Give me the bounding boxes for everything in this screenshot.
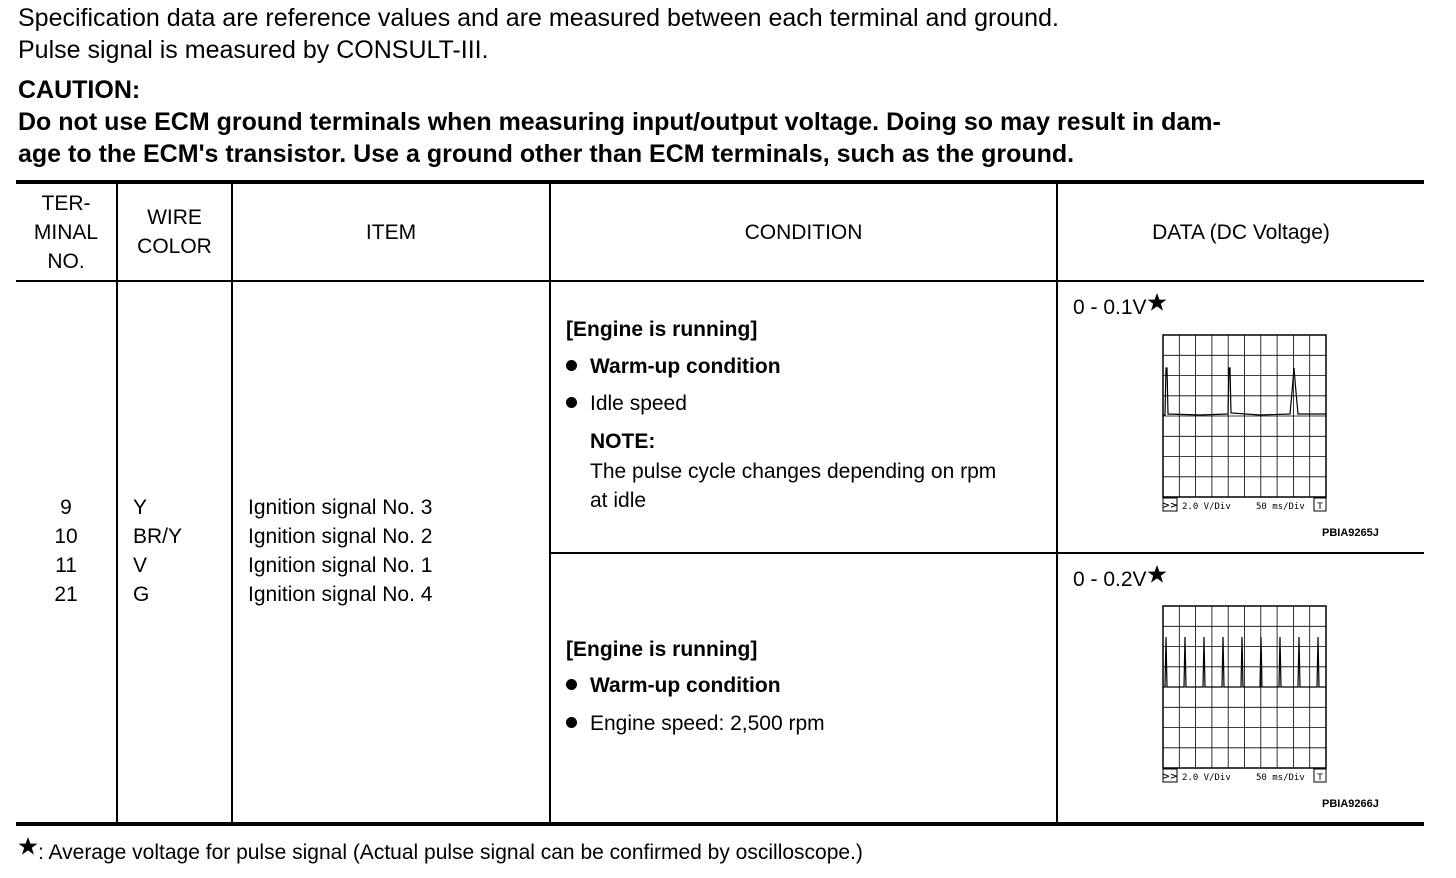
wire-color-g: G bbox=[133, 583, 150, 606]
header-terminal-l2: MINAL bbox=[33, 220, 99, 244]
terminal-10: 10 bbox=[54, 525, 78, 548]
scope-2-time: 50 ms/Div bbox=[1256, 773, 1305, 783]
condition-2-bullet-2: Engine speed: 2,500 rpm bbox=[566, 712, 825, 736]
header-data: DATA (DC Voltage) bbox=[1152, 220, 1330, 244]
intro-line-2: Pulse signal is measured by CONSULT-III. bbox=[18, 36, 489, 64]
header-condition: CONDITION bbox=[744, 220, 863, 244]
header-wire-color bbox=[118, 184, 231, 280]
voltage-1: 0 - 0.1V bbox=[1073, 296, 1167, 320]
terminal-column bbox=[16, 493, 116, 609]
header-bottom-rule bbox=[16, 280, 1424, 282]
condition-1-note-label: NOTE: bbox=[590, 430, 656, 453]
footnote-text: : Average voltage for pulse signal (Actual pulse signal can be confirmed by oscilloscope.) bbox=[38, 841, 863, 864]
scope-2-arrow-icon: >> bbox=[1162, 772, 1178, 782]
item-ignition-4: Ignition signal No. 4 bbox=[248, 583, 433, 606]
item-ignition-3: Ignition signal No. 3 bbox=[248, 496, 433, 519]
voltage-2: 0 - 0.2V bbox=[1073, 568, 1167, 592]
condition-1-note-line-1: The pulse cycle changes depending on rpm bbox=[590, 460, 997, 483]
wire-color-bry: BR/Y bbox=[133, 525, 183, 548]
condition-2-heading: [Engine is running] bbox=[566, 638, 758, 661]
scope-1-scale: 2.0 V/Div bbox=[1182, 502, 1231, 512]
header-item: ITEM bbox=[365, 220, 417, 244]
scope-2-scale: 2.0 V/Div bbox=[1182, 773, 1231, 783]
footnote bbox=[18, 838, 863, 867]
condition-1-heading: [Engine is running] bbox=[566, 318, 758, 341]
terminal-21: 21 bbox=[54, 583, 78, 606]
wire-color-v: V bbox=[133, 554, 148, 577]
figure-id-1: PBIA9265J bbox=[1322, 527, 1379, 539]
header-terminal-l3: NO. bbox=[47, 249, 85, 273]
caution-line-1: Do not use ECM ground terminals when measuring input/output voltage. Doing so may result in dam- bbox=[18, 108, 1221, 136]
scope-1-arrow-icon: >> bbox=[1162, 501, 1178, 511]
header-terminal bbox=[16, 184, 116, 280]
caution-label: CAUTION: bbox=[18, 76, 141, 104]
oscilloscope-waveform-2 bbox=[1160, 603, 1330, 785]
oscilloscope-waveform-1 bbox=[1160, 332, 1330, 514]
table-bottom-rule bbox=[16, 822, 1424, 826]
header-wire-l1: WIRE bbox=[147, 206, 202, 229]
scope-1-mark: T bbox=[1317, 502, 1323, 512]
condition-1-bullet-2: Idle speed bbox=[566, 392, 687, 416]
caution-line-2: age to the ECM's transistor. Use a ground other than ECM terminals, such as the ground. bbox=[18, 140, 1075, 168]
condition-1-bullet-1: Warm-up condition bbox=[566, 355, 781, 379]
header-wire-l2: COLOR bbox=[137, 235, 212, 258]
bullet-icon bbox=[566, 397, 577, 408]
item-ignition-1: Ignition signal No. 1 bbox=[248, 554, 433, 577]
bullet-icon bbox=[566, 679, 577, 690]
scope-1-time: 50 ms/Div bbox=[1256, 502, 1305, 512]
star-icon bbox=[1147, 564, 1167, 584]
condition-divider bbox=[550, 552, 1424, 554]
figure-id-2: PBIA9266J bbox=[1322, 798, 1379, 810]
wire-color-y: Y bbox=[133, 496, 148, 519]
condition-2-bullet-1: Warm-up condition bbox=[566, 674, 781, 698]
terminal-11: 11 bbox=[55, 554, 77, 577]
condition-1-note-line-2: at idle bbox=[590, 489, 647, 512]
wire-column bbox=[133, 493, 182, 609]
item-column bbox=[248, 493, 432, 609]
terminal-9: 9 bbox=[60, 496, 72, 519]
item-ignition-2: Ignition signal No. 2 bbox=[248, 525, 433, 548]
scope-2-mark: T bbox=[1317, 773, 1323, 783]
intro-line-1: Specification data are reference values and are measured between each terminal and ground. bbox=[18, 4, 1059, 32]
star-icon bbox=[18, 836, 38, 856]
star-icon bbox=[1147, 292, 1167, 312]
bullet-icon bbox=[566, 717, 577, 728]
header-terminal-l1: TER- bbox=[41, 191, 91, 215]
bullet-icon bbox=[566, 360, 577, 371]
